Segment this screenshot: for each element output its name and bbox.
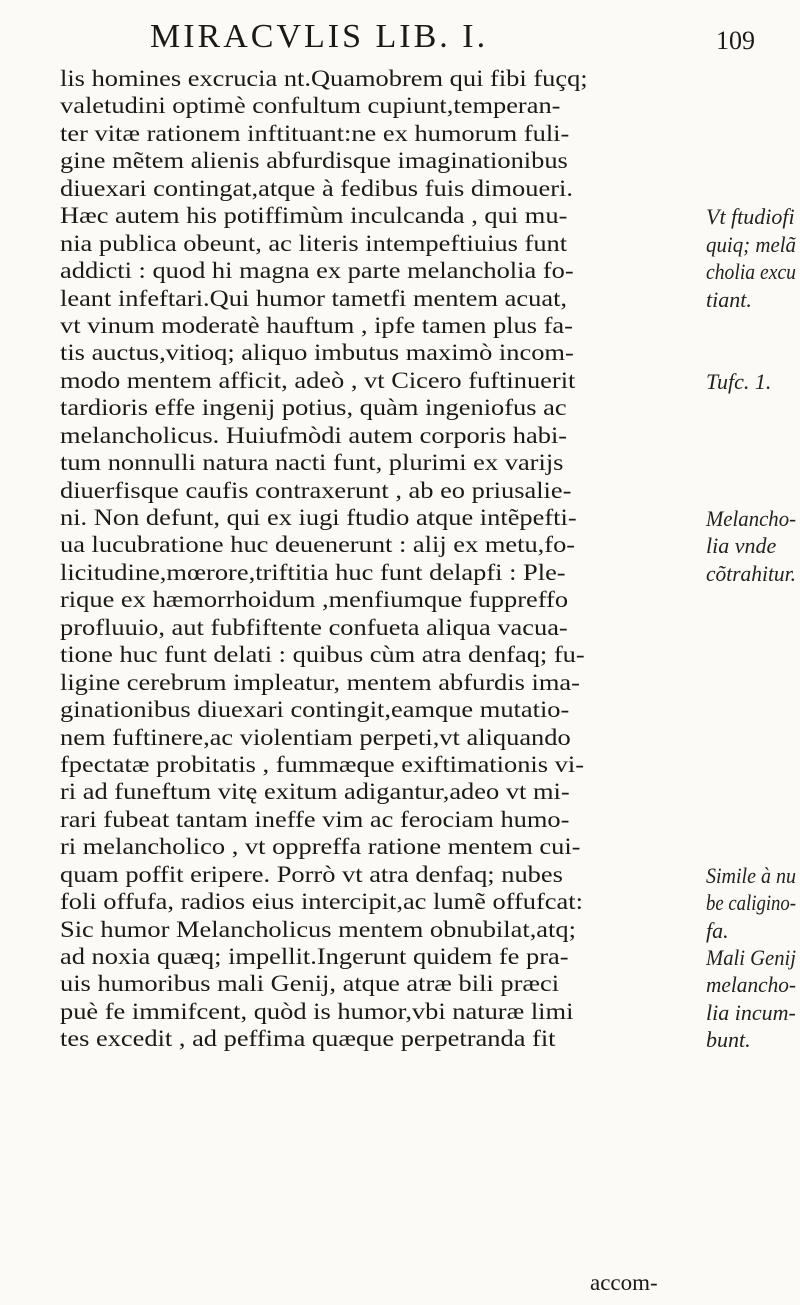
line-text: gine mẽtem alienis abfurdisque imaginationibus bbox=[60, 148, 568, 175]
line-text: licitudine,mœrore,triftitia huc funt delapfi : Ple- bbox=[60, 559, 566, 586]
text-line bbox=[60, 998, 796, 1026]
text-line bbox=[60, 697, 720, 724]
marginal-note: tiant. bbox=[706, 286, 752, 312]
marginal-note: bunt. bbox=[706, 1027, 751, 1053]
line-text: lis homines excrucia nt.Quamobrem qui fibi fuçq; bbox=[60, 66, 588, 92]
text-line bbox=[60, 93, 720, 120]
line-text: foli offufa, radios eius intercipit,ac lumẽ offufcat: bbox=[60, 889, 583, 916]
text-line bbox=[60, 971, 796, 998]
line-text: vt vinum moderatè hauftum , ipfe tamen plus fa- bbox=[60, 312, 573, 339]
line-text: valetudini optimè confultum cupiunt,temperan- bbox=[60, 93, 561, 120]
line-text: nem fuftinere,ac violentiam perpeti,vt aliquando bbox=[60, 724, 571, 751]
text-line bbox=[60, 505, 796, 532]
line-text: ligine cerebrum impleatur, mentem abfurdis ima- bbox=[60, 669, 580, 696]
text-line bbox=[60, 1026, 751, 1053]
line-text: leant infeftari.Qui humor tametfi mentem acuat, bbox=[60, 285, 568, 312]
line-text: addicti : quod hi magna ex parte melancholia fo- bbox=[60, 258, 574, 285]
text-line bbox=[60, 148, 720, 175]
line-text: tum nonnulli natura nacti funt, plurimi ex varijs bbox=[60, 450, 564, 477]
line-text: fpectatæ probitatis , fummæque exiftimationis vi- bbox=[60, 751, 585, 778]
text-line bbox=[60, 944, 796, 971]
line-text: puè fe immifcent, quòd is humor,vbi naturæ limi bbox=[60, 998, 574, 1025]
marginal-note: lia incum- bbox=[706, 999, 796, 1025]
line-text: Sic humor Melancholicus mentem obnubilat,atq; bbox=[60, 916, 576, 943]
line-text: tardioris effe ingenij potius, quàm ingeniofus ac bbox=[60, 395, 567, 422]
line-text: ni. Non defunt, qui ex iugi ftudio atque intẽpefti- bbox=[60, 505, 577, 531]
marginal-note: be caligino- bbox=[706, 890, 796, 916]
text-line bbox=[60, 258, 796, 285]
text-line bbox=[60, 834, 720, 861]
line-text: nia publica obeunt, ac literis intempeftiuius funt bbox=[60, 230, 568, 257]
marginal-note: quiq; melã bbox=[706, 231, 796, 257]
text-line bbox=[60, 285, 752, 313]
line-text: modo mentem afficit, adeò , vt Cicero fuftinuerit bbox=[60, 367, 576, 394]
line-text: rique ex hæmorrhoidum ,menfiumque fuppreffo bbox=[60, 587, 569, 614]
line-text: Hæc autem his potiffimùm inculcanda , qui mu- bbox=[60, 203, 568, 230]
running-head: MIRACVLIS LIB. I. bbox=[150, 18, 489, 55]
text-line bbox=[60, 203, 795, 230]
text-line bbox=[60, 532, 777, 559]
line-text: tes excedit , ad peffima quæque perpetranda fit bbox=[60, 1026, 556, 1053]
line-text: ri melancholico , vt oppreffa ratione mentem cui- bbox=[60, 834, 581, 861]
line-text: ua lucubratione huc deuenerunt : alij ex metu,fo- bbox=[60, 532, 576, 559]
text-line bbox=[60, 587, 720, 614]
marginal-note: Mali Genij bbox=[706, 945, 796, 970]
line-text: diuerfisque caufis contraxerunt , ab eo priusalie- bbox=[60, 477, 572, 504]
line-text: ad noxia quæq; impellit.Ingerunt quidem fe pra- bbox=[60, 944, 569, 970]
line-text: melancholicus. Huiufmòdi autem corporis habi- bbox=[60, 422, 568, 449]
text-line bbox=[60, 340, 720, 367]
line-text: uis humoribus mali Genij, atque atræ bili præci bbox=[60, 971, 560, 998]
text-line bbox=[60, 395, 720, 422]
text-line bbox=[60, 670, 720, 697]
text-line bbox=[60, 66, 720, 93]
text-line bbox=[60, 861, 796, 889]
text-line bbox=[60, 889, 796, 916]
line-text: tione huc funt delati : quibus cùm atra denfaq; fu- bbox=[60, 642, 585, 669]
text-line bbox=[60, 423, 720, 450]
text-line bbox=[60, 478, 720, 505]
text-line bbox=[60, 450, 720, 477]
line-text: ter vitæ rationem inftituant:ne ex humorum fuli- bbox=[60, 120, 570, 147]
marginal-note: Tufc. 1. bbox=[706, 368, 772, 394]
line-text: ginationibus diuexari contingit,eamque mutatio- bbox=[60, 697, 570, 724]
marginal-note: Melancho- bbox=[706, 506, 796, 531]
text-line bbox=[60, 615, 720, 642]
line-text: ri ad funeftum vitę exitum adigantur,adeo vt mi- bbox=[60, 779, 570, 806]
line-text: tis auctus,vitioq; aliquo imbutus maximò incom- bbox=[60, 340, 574, 367]
marginal-note: fa. bbox=[706, 917, 729, 943]
text-line bbox=[60, 367, 772, 395]
text-line bbox=[60, 559, 796, 587]
text-line bbox=[60, 916, 729, 944]
marginal-note: cõtrahitur. bbox=[706, 560, 796, 586]
line-text: profluuio, aut fubfiftente confueta aliqua vacua- bbox=[60, 614, 568, 641]
text-line bbox=[60, 121, 720, 148]
text-line bbox=[60, 313, 720, 340]
text-line bbox=[60, 725, 720, 752]
text-line bbox=[60, 807, 720, 834]
marginal-note: Vt ftudiofi bbox=[706, 204, 795, 230]
marginal-note: lia vnde bbox=[706, 533, 777, 559]
line-text: diuexari contingat,atque à fedibus fuis dimoueri. bbox=[60, 175, 573, 202]
text-line bbox=[60, 779, 720, 806]
text-line bbox=[60, 752, 720, 779]
marginal-note: melancho- bbox=[706, 972, 796, 998]
marginal-note: cholia excu bbox=[706, 259, 796, 285]
text-line bbox=[60, 230, 796, 258]
catchword: accom- bbox=[590, 1270, 658, 1295]
text-line bbox=[60, 176, 720, 203]
page-number: 109 bbox=[716, 26, 755, 55]
marginal-note: Simile à nu bbox=[706, 862, 796, 888]
main-text-block bbox=[60, 66, 796, 1054]
text-line bbox=[60, 642, 720, 669]
line-text: quam poffit eripere. Porrò vt atra denfaq; nubes bbox=[60, 861, 563, 888]
line-text: rari fubeat tantam ineffe vim ac ferociam humo- bbox=[60, 806, 570, 833]
page-header bbox=[0, 14, 800, 66]
